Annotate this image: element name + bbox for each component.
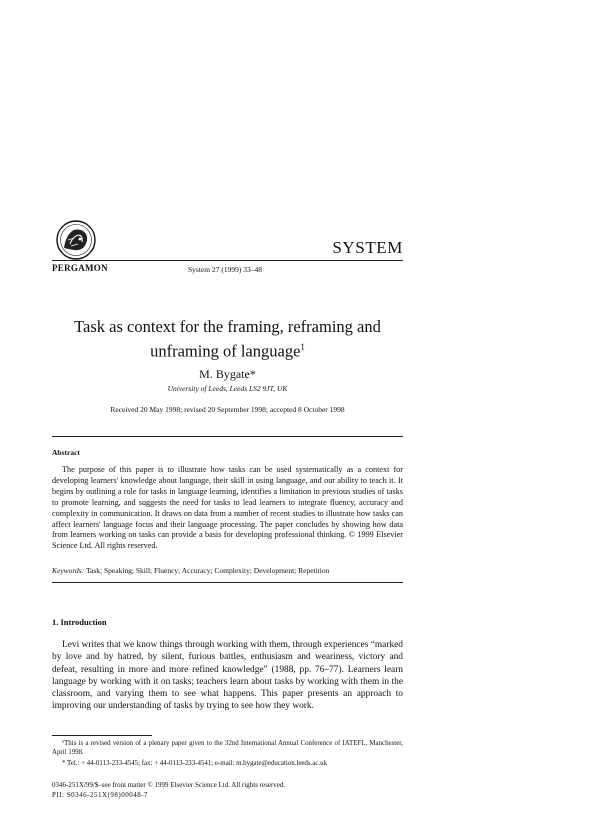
footnote-1: ¹This is a revised version of a plenary paper given to the 32nd International Annual Conference of IATEFL, Manchester, April 1998.: [52, 740, 403, 756]
article-dates: Received 20 May 1998; revised 20 September 1998; accepted 8 October 1998: [110, 405, 345, 414]
pergamon-logo-icon: [56, 220, 96, 260]
section-heading-introduction: 1. Introduction: [52, 617, 107, 627]
introduction-text: Levi writes that we know things through working with them, through experiences “marked by love and by hatred, by silent, furious battles, enthusiasm and weariness, victory and defeat, resulting in more and more refined knowledge” (1988, pp. 76–77). Learners learn language by working with it on tasks; teachers learn about tasks by working with them in the classroom, and varying them to see what happens. This paper presents an approach to improving our understanding of tasks by trying to see how they work.: [52, 640, 403, 712]
keywords: [52, 566, 403, 575]
article-title: [52, 316, 403, 362]
keywords-label: Keywords:: [52, 566, 85, 575]
publisher-name: PERGAMON: [52, 263, 108, 273]
title-footnote-marker[interactable]: 1: [300, 342, 305, 352]
front-matter-line: 0346-251X/99/$–see front matter © 1999 Elsevier Science Ltd. All rights reserved.: [52, 781, 286, 789]
footnote-rule: [52, 735, 152, 736]
author-affiliation: University of Leeds, Leeds LS2 9JT, UK: [167, 384, 288, 393]
abstract-text: The purpose of this paper is to illustrate how tasks can be used systematically as a context for developing learners' knowledge about language, their skill in using language, and our ability to teach it. It begins by outlining a role for tasks in language learning, identifies a limitation in previous studies of tasks to promote learning, and suggests the need for tasks to lead learners to integrate fluency, accuracy and complexity in communication. It draws on data from a number of recent studies to illustrate how tasks can affect learners' language focus and their language processing. The paper concludes by showing how data from learners working on tasks can provide a basis for developing professional thinking. © 1999 Elsevier Science Ltd. All rights reserved.: [52, 465, 403, 551]
journal-name: SYSTEM: [332, 238, 403, 257]
abstract-rule: [52, 436, 403, 437]
keywords-rule: [52, 582, 403, 583]
abstract-heading: Abstract: [52, 448, 80, 457]
title-text: Task as context for the framing, reframing and unframing of language: [74, 317, 381, 361]
header-rule: [52, 260, 403, 261]
footnote-author-contact: * Tel.: + 44-0113-233-4545; fax: + 44-0113-233-4541; e-mail: m.bygate@education.leeds.ac.uk: [62, 760, 328, 767]
journal-citation: System 27 (1999) 33–48: [188, 265, 262, 274]
keywords-list: Task; Speaking; Skill; Fluency; Accuracy; Complexity; Development; Repetition: [85, 566, 330, 575]
pii-line: PII: S0346-251X(98)00048-7: [52, 791, 149, 799]
author-name: M. Bygate*: [199, 367, 256, 381]
